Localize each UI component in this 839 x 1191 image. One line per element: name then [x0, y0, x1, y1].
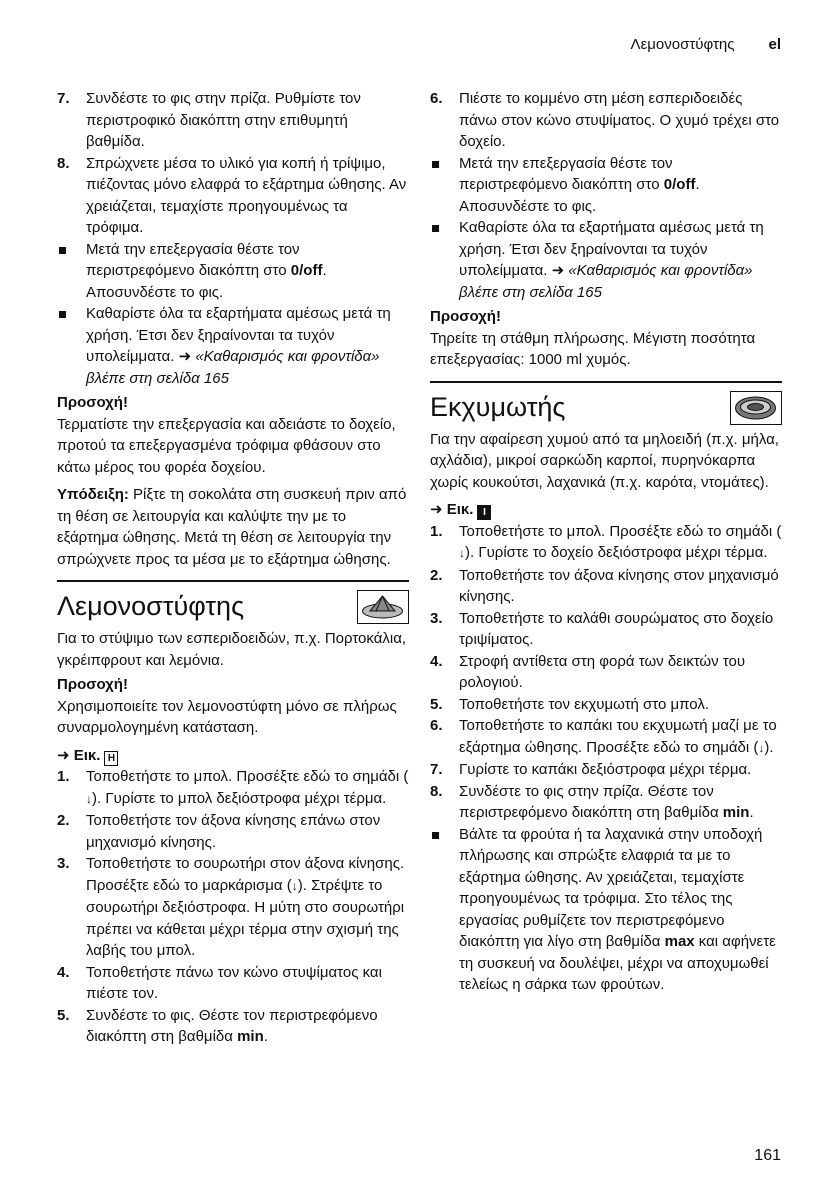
right-column [430, 88, 782, 996]
bullet-square-icon [432, 161, 439, 168]
left-column [57, 88, 409, 1048]
arrow-right-icon: ➜ [57, 746, 70, 764]
warning-text: Τερματίστε την επεξεργασία και αδειάστε το δοχείο, προτού τα επεξεργασμένα τρόφιμα φθάσουν στο κάτω μέρος του φορέα δοχείου. [57, 415, 396, 476]
figure-reference: ➜ Εικ. H [57, 745, 409, 767]
warning-text: Τηρείτε τη στάθμη πλήρωσης. Μέγιστη ποσότητα επεξεργασίας: 1000 ml χυμός. [430, 329, 756, 368]
warning-text: Χρησιμοποιείτε τον λεμονοστύφτη μόνο σε πλήρως συναρμολογημένη κατάσταση. [57, 697, 397, 736]
list-item: 3. Τοποθετήστε το καλάθι σουρώματος στο δοχείο τριψίματος. [430, 609, 774, 648]
list-item: 2. Τοποθετήστε τον άξονα κίνησης επάνω στον μηχανισμό κίνησης. [57, 812, 381, 851]
cross-reference-link[interactable]: «Καθαρισμός και φροντίδα» βλέπε στη σελίδα 165 [459, 262, 753, 301]
bullet-square-icon [59, 311, 66, 318]
list-item: 1. Τοποθετήστε το μπολ. Προσέξτε εδώ το σημάδι (↓). Γυρίστε το μπολ δεξιόστροφα μέχρι τέρμα. [57, 766, 409, 810]
header-title: Λεμονοστύφτης [630, 36, 735, 53]
section-intro: Για την αφαίρεση χυμού από τα μηλοειδή (π.χ. μήλα, αχλάδια), μικροί σαρκώδη καρποί, πυρηνόκαρπα χωρίς κουκούτσι, λαχανικά (π.χ. καρότα, ντομάτες). [430, 430, 779, 491]
section-intro: Για το στύψιμο των εσπεριδοειδών, π.χ. Πορτοκάλια, γκρέιπφρουτ και λεμόνια. [57, 630, 407, 669]
marker-arrow-icon: ↓ [758, 740, 765, 755]
cross-reference-link[interactable]: «Καθαρισμός και φροντίδα» βλέπε στη σελίδα 165 [86, 348, 380, 387]
bullet-item: Βάλτε τα φρούτα ή τα λαχανικά στην υποδοχή πλήρωσης και σπρώξτε ελαφριά τα με το εξάρτημα ώθησης. Αν χρειάζεται, τεμαχίστε προηγουμένως τα τρόφιμα. Στο τέλος της εργασίας ρυθμίζετε τον περιστρεφόμενο διακόπτη για λίγο στη βαθμίδα max και αφήνετε τη συσκευή να δουλέψει, μέχρι να αποχυμωθεί τελείως η σάρκα των φρούτων. [430, 824, 782, 996]
list-item: 3. Τοποθετήστε το σουρωτήρι στον άξονα κίνησης. Προσέξτε εδώ το μαρκάρισμα (↓). Στρέψτε το σουρωτήρι δεξιόστροφα. Η μύτη στο σουρωτήρι πρέπει να κάθεται μέχρι τέρμα στην σχισμή της λαβής του μπολ. [57, 855, 405, 959]
list-item: 1. Τοποθετήστε το μπολ. Προσέξτε εδώ το σημάδι (↓). Γυρίστε το δοχείο δεξιόστροφα μέχρι τέρμα. [430, 521, 782, 565]
page-number: 161 [754, 1147, 781, 1164]
list-item: 4. Στροφή αντίθετα στη φορά των δεικτών του ρολογιού. [430, 652, 746, 691]
list-item: 2. Τοποθετήστε τον άξονα κίνησης στον μηχανισμό κίνησης. [430, 566, 779, 605]
figure-glyph: I [477, 505, 491, 520]
bullet-item: Μετά την επεξεργασία θέστε τον περιστρεφόμενο διακόπτη στο 0/off. Αποσυνδέστε το φις. [430, 153, 782, 218]
juice-extractor-icon [730, 391, 782, 425]
bullet-item: Καθαρίστε όλα τα εξαρτήματα αμέσως μετά τη χρήση. Έτσι δεν ξηραίνονται τα τυχόν υπολείμματα. ➜ «Καθαρισμός και φροντίδα» βλέπε στη σελίδα 165 [430, 217, 782, 303]
bullet-item: Καθαρίστε όλα τα εξαρτήματα αμέσως μετά τη χρήση. Έτσι δεν ξηραίνονται τα τυχόν υπολείμματα. ➜ «Καθαρισμός και φροντίδα» βλέπε στη σελίδα 165 [57, 303, 409, 389]
warning-heading: Προσοχή! [57, 394, 128, 411]
marker-arrow-icon: ↓ [291, 878, 298, 893]
marker-arrow-icon: ↓ [459, 546, 465, 560]
list-item: 8. Συνδέστε το φις στην πρίζα. Θέστε τον περιστρεφόμενο διακόπτη στη βαθμίδα min. [430, 782, 754, 821]
list-item: 4. Τοποθετήστε πάνω τον κώνο στυψίματος και πιέστε τον. [57, 963, 382, 1002]
list-item: 7. Συνδέστε το φις στην πρίζα. Ρυθμίστε τον περιστροφικό διακόπτη στην επιθυμητή βαθμίδα. [57, 90, 361, 150]
section-title-juicer: Λεμονοστύφτης [57, 580, 409, 628]
warning-heading: Προσοχή! [57, 676, 128, 693]
tip-paragraph: Υπόδειξη: Ρίξτε τη σοκολάτα στη συσκευή πριν από τη θέση σε λειτουργία και καλύψτε την με το εξάρτημα ώθησης. Μετά τη θέση σε λειτουργία την σπρώχνετε προς τα μέσα με το εξάρτημα ώθησης. [57, 486, 407, 568]
list-item: 8. Σπρώχνετε μέσα το υλικό για κοπή ή τρίψιμο, πιέζοντας μόνο ελαφρά το εξάρτημα ώθησης. Αν χρειάζεται, τεμαχίστε προηγουμένως τα τρόφιμα. [57, 154, 407, 236]
list-item: 5. Τοποθετήστε τον εκχυμωτή στο μπολ. [430, 695, 710, 713]
page-header [631, 36, 781, 53]
bullet-item: Μετά την επεξεργασία θέστε τον περιστρεφόμενο διακόπτη στο 0/off. Αποσυνδέστε το φις. [57, 239, 409, 304]
bullet-square-icon [432, 832, 439, 839]
citrus-press-icon [357, 590, 409, 624]
arrow-right-icon: ➜ [178, 348, 192, 365]
list-item: 7. Γυρίστε το καπάκι δεξιόστροφα μέχρι τέρμα. [430, 761, 752, 778]
marker-arrow-icon: ↓ [86, 791, 92, 806]
bullet-square-icon [59, 247, 66, 254]
arrow-right-icon: ➜ [551, 262, 565, 279]
warning-heading: Προσοχή! [430, 308, 501, 325]
header-language: el [768, 36, 781, 53]
figure-reference: ➜ Εικ. I [430, 499, 782, 521]
figure-glyph: H [104, 751, 118, 766]
section-title-juice-extractor: Εκχυμωτής [430, 381, 782, 429]
arrow-right-icon: ➜ [430, 501, 443, 518]
list-item: 6. Τοποθετήστε το καπάκι του εκχυμωτή μαζί με το εξάρτημα ώθησης. Προσέξτε εδώ το σημάδι (↓). [430, 715, 782, 759]
list-item: 6. Πιέστε το κομμένο στη μέση εσπεριδοειδές πάνω στον κώνο στυψίματος. Ο χυμό τρέχει στο δοχείο. [430, 90, 780, 150]
list-item: 5. Συνδέστε το φις. Θέστε τον περιστρεφόμενο διακόπτη στη βαθμίδα min. [57, 1006, 378, 1045]
bullet-square-icon [432, 225, 439, 232]
